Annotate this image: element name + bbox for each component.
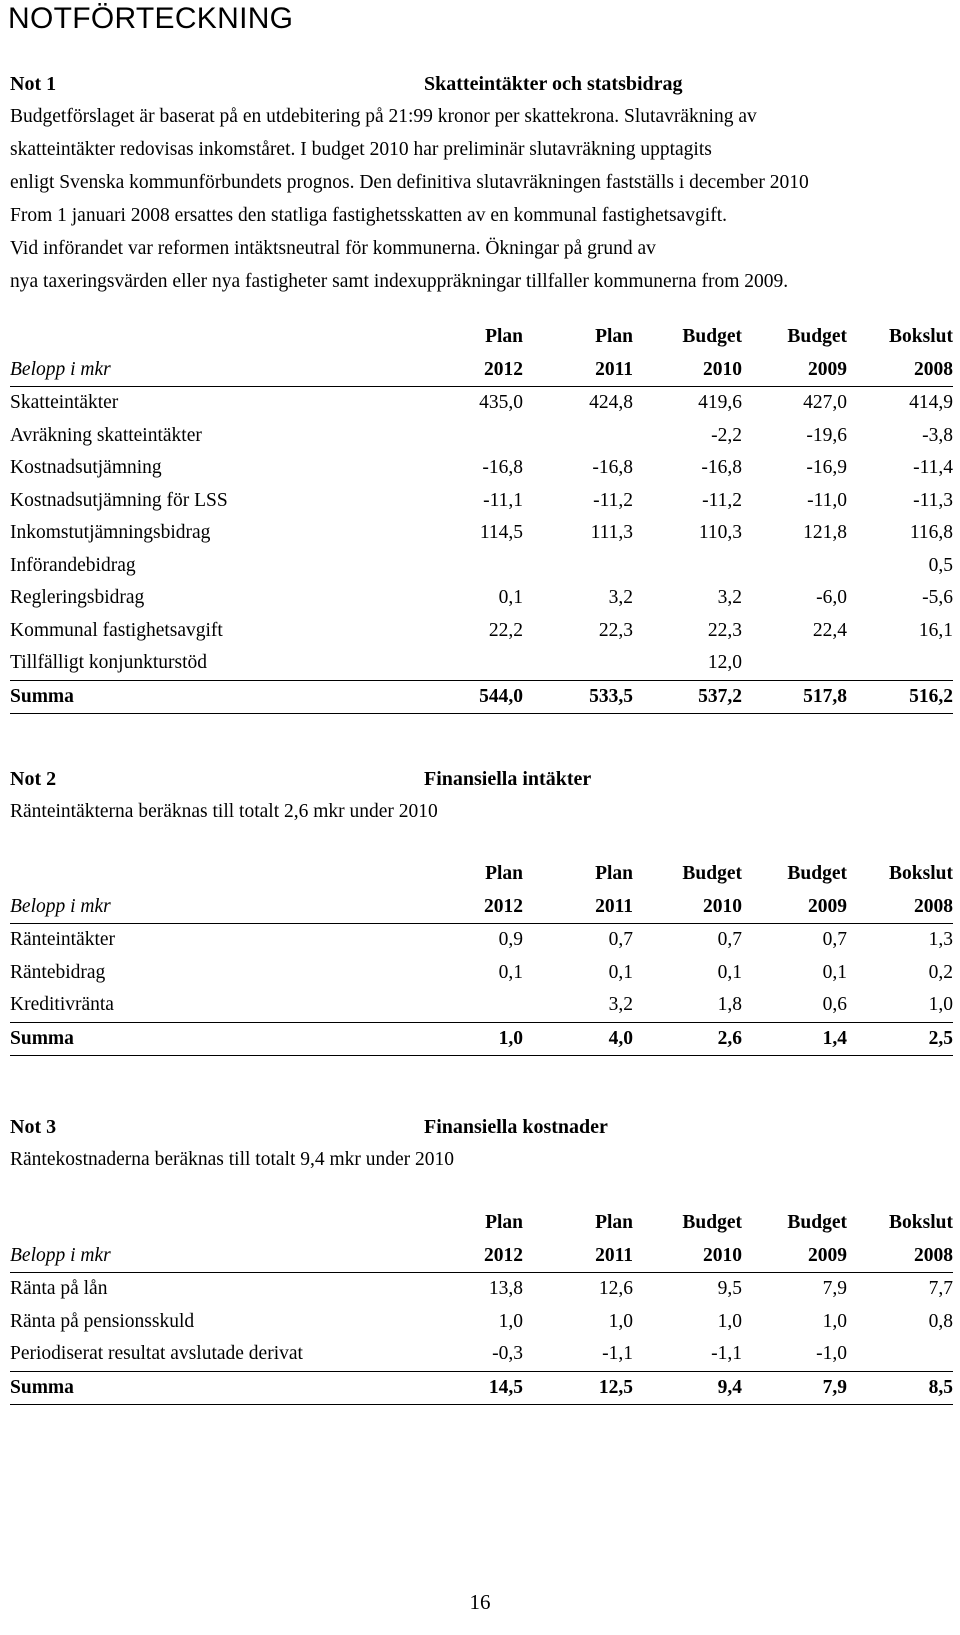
cell-value: Bokslut — [889, 326, 953, 348]
cell-value: 533,5 — [523, 680, 633, 714]
table-row — [10, 420, 953, 453]
cell-value: 2010 — [633, 1240, 742, 1273]
row-label: Kommunal fastighetsavgift — [10, 619, 223, 641]
text-line: From 1 januari 2008 ersattes den statliga fastighetsskatten av en kommunal fastighetsavgift. — [10, 205, 727, 226]
row-label: Summa — [10, 1022, 430, 1056]
row-label: Inkomstutjämningsbidrag — [10, 522, 211, 544]
table-row — [10, 485, 953, 518]
note-2-table — [10, 858, 953, 1056]
cell-value: Budget — [682, 326, 742, 348]
cell-value: 0,7 — [717, 929, 742, 951]
cell-value: -11,0 — [807, 489, 847, 511]
cell-value: 414,9 — [909, 392, 953, 414]
cell-value: 8,5 — [847, 1371, 953, 1405]
cell-value: 1,3 — [928, 929, 953, 951]
cell-value: Plan — [595, 326, 633, 348]
table-row — [10, 1273, 953, 1306]
note-title: Finansiella kostnader — [424, 1116, 608, 1138]
cell-value: Plan — [595, 1212, 633, 1234]
cell-value: -11,1 — [483, 489, 523, 511]
cell-value: -19,6 — [806, 424, 847, 446]
row-label: Kreditivränta — [10, 994, 114, 1016]
text-line: Budgetförslaget är baserat på en utdebitering på 21:99 kronor per skattekrona. Slutavräkning av — [10, 106, 757, 127]
cell-value: Bokslut — [889, 1212, 953, 1234]
cell-value — [430, 420, 523, 453]
table-row — [10, 615, 953, 648]
cell-value: 2009 — [742, 1240, 847, 1273]
cell-value: 2011 — [523, 891, 633, 924]
table-row — [10, 1338, 953, 1371]
cell-value: 3,2 — [717, 587, 742, 609]
cell-value: Budget — [682, 1212, 742, 1234]
cell-value: 22,3 — [598, 619, 633, 641]
cell-value: Budget — [787, 326, 847, 348]
row-label: Införandebidrag — [10, 554, 136, 576]
text-line: Räntekostnaderna beräknas till totalt 9,4 mkr under 2010 — [10, 1149, 455, 1170]
row-label: Regleringsbidrag — [10, 587, 145, 609]
cell-value: 0,7 — [608, 929, 633, 951]
note-1-heading — [10, 73, 950, 99]
cell-value: 9,5 — [717, 1278, 742, 1300]
note-number: Not 2 — [10, 768, 57, 790]
cell-value: 7,9 — [742, 1371, 847, 1405]
row-label: Kostnadsutjämning — [10, 457, 162, 479]
cell-value: 1,0 — [608, 1310, 633, 1332]
text-line: Ränteintäkterna beräknas till totalt 2,6 mkr under 2010 — [10, 801, 438, 822]
cell-value: 516,2 — [847, 680, 953, 714]
cell-value: 16,1 — [918, 619, 953, 641]
cell-value: 3,2 — [608, 994, 633, 1016]
cell-value: -11,2 — [593, 489, 633, 511]
row-label: Belopp i mkr — [10, 1240, 430, 1273]
cell-value: 4,0 — [523, 1022, 633, 1056]
cell-value: -6,0 — [816, 587, 847, 609]
cell-value: 12,0 — [707, 652, 742, 674]
row-label: Kostnadsutjämning för LSS — [10, 489, 228, 511]
cell-value: 2,5 — [847, 1022, 953, 1056]
row-label: Summa — [10, 1371, 430, 1405]
cell-value: 121,8 — [803, 522, 847, 544]
text-line: skatteintäkter redovisas inkomståret. I budget 2010 har preliminär slutavräkning upptagits — [10, 139, 712, 160]
cell-value: 1,0 — [928, 994, 953, 1016]
cell-value: 1,8 — [717, 994, 742, 1016]
row-label: Avräkning skatteintäkter — [10, 424, 202, 446]
cell-value: 2008 — [847, 1240, 953, 1273]
cell-value — [523, 420, 633, 453]
cell-value: -11,4 — [913, 457, 953, 479]
cell-value: 0,1 — [822, 961, 847, 983]
cell-value: 114,5 — [479, 522, 523, 544]
note-2-heading — [10, 768, 950, 794]
table-header-type — [10, 321, 953, 354]
cell-value: 2010 — [633, 891, 742, 924]
table-row — [10, 1306, 953, 1339]
cell-value: 419,6 — [698, 392, 742, 414]
table-row — [10, 924, 953, 957]
cell-value: 7,9 — [822, 1278, 847, 1300]
row-label: Tillfälligt konjunkturstöd — [10, 652, 208, 674]
cell-value — [742, 647, 847, 680]
table-row — [10, 517, 953, 550]
table-row — [10, 647, 953, 680]
cell-value: 9,4 — [633, 1371, 742, 1405]
note-2-text — [10, 795, 950, 828]
text-line: nya taxeringsvärden eller nya fastigheter samt indexuppräkningar tillfaller kommunerna from 2009. — [10, 271, 789, 292]
note-1-table — [10, 321, 953, 714]
cell-value: -1,1 — [602, 1343, 633, 1365]
cell-value: 13,8 — [488, 1278, 523, 1300]
table-sum-row — [10, 680, 953, 714]
cell-value: 22,2 — [488, 619, 523, 641]
cell-value — [430, 989, 523, 1022]
cell-value: 1,4 — [742, 1022, 847, 1056]
row-label: Ränta på pensionsskuld — [10, 1310, 195, 1332]
note-3-text — [10, 1143, 950, 1176]
cell-value: Bokslut — [889, 863, 953, 885]
note-number: Not 1 — [10, 73, 57, 95]
cell-value: 7,7 — [928, 1278, 953, 1300]
text-line: enligt Svenska kommunförbundets prognos. Den definitiva slutavräkningen fastställs i december 2010 — [10, 172, 809, 193]
cell-value: 1,0 — [717, 1310, 742, 1332]
cell-value: 0,1 — [498, 961, 523, 983]
cell-value: 2009 — [742, 891, 847, 924]
row-label: Belopp i mkr — [10, 891, 430, 924]
cell-value: 111,3 — [590, 522, 633, 544]
cell-value: 1,0 — [822, 1310, 847, 1332]
cell-value: -16,8 — [592, 457, 633, 479]
cell-value: 2009 — [742, 354, 847, 387]
note-title: Finansiella intäkter — [424, 768, 592, 790]
table-sum-row — [10, 1371, 953, 1405]
row-label: Ränteintäkter — [10, 929, 116, 951]
cell-value: 2,6 — [633, 1022, 742, 1056]
table-row — [10, 582, 953, 615]
row-label — [10, 321, 430, 354]
cell-value: 22,3 — [707, 619, 742, 641]
table-header-type — [10, 858, 953, 891]
cell-value: 12,5 — [523, 1371, 633, 1405]
cell-value: 537,2 — [633, 680, 742, 714]
table-header-year — [10, 891, 953, 924]
table-row — [10, 452, 953, 485]
cell-value: 2010 — [633, 354, 742, 387]
cell-value: -11,3 — [913, 489, 953, 511]
row-label — [10, 1207, 430, 1240]
cell-value: Plan — [485, 1212, 523, 1234]
cell-value: -1,1 — [711, 1343, 742, 1365]
cell-value: 22,4 — [812, 619, 847, 641]
row-label: Summa — [10, 680, 430, 714]
cell-value — [523, 550, 633, 583]
cell-value: Plan — [485, 863, 523, 885]
cell-value: 2012 — [430, 1240, 523, 1273]
cell-value: 427,0 — [803, 392, 847, 414]
page-number: 16 — [469, 1590, 491, 1614]
table-row — [10, 989, 953, 1022]
cell-value: 0,1 — [498, 587, 523, 609]
cell-value: Budget — [682, 863, 742, 885]
cell-value: 14,5 — [430, 1371, 523, 1405]
cell-value: 110,3 — [698, 522, 742, 544]
cell-value: 116,8 — [909, 522, 953, 544]
cell-value: Plan — [595, 863, 633, 885]
row-label: Ränta på lån — [10, 1278, 108, 1300]
table-row — [10, 387, 953, 420]
cell-value: Plan — [485, 326, 523, 348]
cell-value: Budget — [787, 863, 847, 885]
cell-value — [742, 550, 847, 583]
table-row — [10, 957, 953, 990]
cell-value — [430, 550, 523, 583]
cell-value: 544,0 — [430, 680, 523, 714]
cell-value: 2012 — [430, 891, 523, 924]
cell-value: 0,2 — [928, 961, 953, 983]
note-1-text — [10, 100, 950, 298]
cell-value: 0,1 — [717, 961, 742, 983]
table-sum-row — [10, 1022, 953, 1056]
text-line: Vid införandet var reformen intäktsneutral för kommunerna. Ökningar på grund av — [10, 238, 656, 259]
cell-value: 424,8 — [589, 392, 633, 414]
note-3-table — [10, 1207, 953, 1405]
cell-value: 0,7 — [822, 929, 847, 951]
cell-value: 1,0 — [430, 1022, 523, 1056]
cell-value: 2011 — [523, 354, 633, 387]
cell-value: 2012 — [430, 354, 523, 387]
cell-value — [430, 647, 523, 680]
cell-value — [847, 1338, 953, 1371]
cell-value: 12,6 — [598, 1278, 633, 1300]
cell-value: 0,5 — [928, 554, 953, 576]
note-title: Skatteintäkter och statsbidrag — [424, 73, 683, 95]
table-header-year — [10, 354, 953, 387]
cell-value: -0,3 — [492, 1343, 523, 1365]
table-header-type — [10, 1207, 953, 1240]
cell-value: 1,0 — [498, 1310, 523, 1332]
cell-value: -16,8 — [701, 457, 742, 479]
cell-value: -11,2 — [702, 489, 742, 511]
row-label: Skatteintäkter — [10, 392, 119, 414]
cell-value: 2008 — [847, 354, 953, 387]
table-row — [10, 550, 953, 583]
cell-value: -16,9 — [806, 457, 847, 479]
note-3-heading — [10, 1116, 950, 1142]
cell-value: -16,8 — [482, 457, 523, 479]
cell-value: 2008 — [847, 891, 953, 924]
cell-value: 0,8 — [928, 1310, 953, 1332]
row-label: Periodiserat resultat avslutade derivat — [10, 1343, 303, 1365]
cell-value: 0,1 — [608, 961, 633, 983]
row-label: Belopp i mkr — [10, 354, 430, 387]
cell-value: -3,8 — [922, 424, 953, 446]
cell-value — [847, 647, 953, 680]
cell-value: 2011 — [523, 1240, 633, 1273]
cell-value — [523, 647, 633, 680]
note-number: Not 3 — [10, 1116, 57, 1138]
cell-value: -5,6 — [922, 587, 953, 609]
cell-value: 3,2 — [608, 587, 633, 609]
cell-value: 0,6 — [822, 994, 847, 1016]
row-label: Räntebidrag — [10, 961, 106, 983]
cell-value: 0,9 — [498, 929, 523, 951]
cell-value: 517,8 — [742, 680, 847, 714]
document-title: NOTFÖRTECKNING — [8, 2, 294, 35]
cell-value: Budget — [787, 1212, 847, 1234]
row-label — [10, 858, 430, 891]
cell-value — [633, 550, 742, 583]
cell-value: -1,0 — [816, 1343, 847, 1365]
cell-value: -2,2 — [711, 424, 742, 446]
cell-value: 435,0 — [479, 392, 523, 414]
table-header-year — [10, 1240, 953, 1273]
